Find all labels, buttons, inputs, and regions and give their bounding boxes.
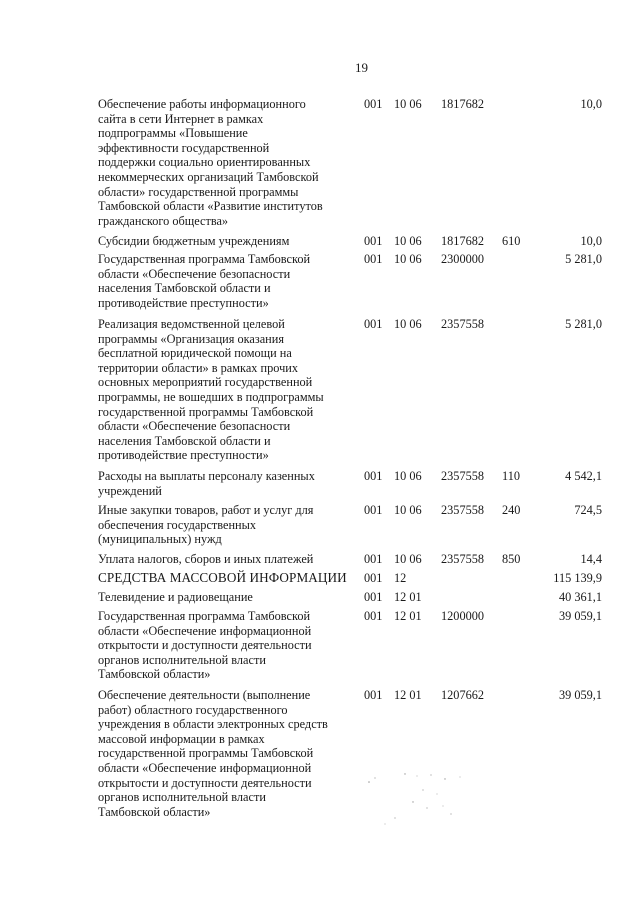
row-name: Иные закупки товаров, работ и услуг для обеспечения государственных (муниципальных) нужд [98, 503, 314, 547]
ved-code: 001 [364, 590, 383, 604]
section-code: 10 06 [394, 503, 422, 517]
section-code: 10 06 [394, 317, 422, 331]
amount: 10,0 [580, 234, 602, 248]
ved-code: 001 [364, 552, 383, 566]
ved-code: 001 [364, 252, 383, 266]
ved-code: 001 [364, 609, 383, 623]
expense-type-code: 110 [502, 469, 520, 483]
section-code: 10 06 [394, 552, 422, 566]
ved-code: 001 [364, 234, 383, 248]
row-name: Субсидии бюджетным учреждениям [98, 234, 290, 248]
amount: 39 059,1 [558, 609, 602, 623]
row-name: Обеспечение деятельности (выполнение работ) областного государственного учреждения в области электронных средств массовой информации в рамках государственной программы Тамбовской области «Обеспечение информационной открытости и доступности деятельности органов исполнительной власти Тамбовской области» [98, 688, 328, 819]
row-name: Расходы на выплаты персоналу казенных учреждений [98, 469, 315, 498]
amount: 40 361,1 [558, 590, 602, 604]
ved-code: 001 [364, 688, 383, 702]
amount: 10,0 [580, 97, 602, 111]
ved-code: 001 [364, 317, 383, 331]
expense-type-code: 850 [502, 552, 521, 566]
amount: 115 139,9 [553, 571, 602, 585]
amount: 4 542,1 [565, 469, 602, 483]
row-name: СРЕДСТВА МАССОВОЙ ИНФОРМАЦИИ [98, 570, 347, 585]
row-name: Государственная программа Тамбовской области «Обеспечение информационной открытости и доступности деятельности органов исполнительной власти Тамбовской области» [98, 609, 312, 682]
amount: 14,4 [580, 552, 602, 566]
scan-smudge [365, 770, 475, 830]
target-article-code: 1817682 [441, 234, 485, 248]
section-code: 12 01 [394, 688, 422, 702]
ved-code: 001 [364, 503, 383, 517]
expense-type-code: 240 [502, 503, 521, 517]
target-article-code: 1200000 [441, 609, 485, 623]
row-name: Реализация ведомственной целевой программы «Организация оказания бесплатной юридической помощи на территории области» в рамках прочих основных мероприятий государственной программы, не вошедших в подпрограммы государственной программы Тамбовской области «Обеспечение безопасности населения Тамбовской области и противодействие преступности» [98, 317, 324, 463]
section-code: 10 06 [394, 252, 422, 266]
amount: 5 281,0 [565, 252, 602, 266]
target-article-code: 2357558 [441, 317, 485, 331]
ved-code: 001 [364, 469, 383, 483]
expense-type-code: 610 [502, 234, 521, 248]
page-number: 19 [355, 60, 368, 75]
amount: 724,5 [574, 503, 602, 517]
section-code: 10 06 [394, 234, 422, 248]
target-article-code: 2300000 [441, 252, 485, 266]
row-name: Уплата налогов, сборов и иных платежей [98, 552, 314, 566]
amount: 39 059,1 [558, 688, 602, 702]
target-article-code: 2357558 [441, 503, 485, 517]
target-article-code: 1207662 [441, 688, 485, 702]
row-name: Телевидение и радиовещание [98, 590, 253, 604]
target-article-code: 1817682 [441, 97, 485, 111]
section-code: 12 01 [394, 590, 422, 604]
ved-code: 001 [364, 571, 383, 585]
section-code: 12 01 [394, 609, 422, 623]
ved-code: 001 [364, 97, 383, 111]
amount: 5 281,0 [565, 317, 602, 331]
row-name: Обеспечение работы информационного сайта в сети Интернет в рамках подпрограммы «Повышение эффективности государственной поддержки социально ориентированных некоммерческих организаций Тамбовской области» государственной программы Тамбовской области «Развитие институтов гражданского общества» [98, 97, 323, 228]
target-article-code: 2357558 [441, 469, 485, 483]
target-article-code: 2357558 [441, 552, 485, 566]
section-code: 10 06 [394, 97, 422, 111]
section-code: 10 06 [394, 469, 422, 483]
row-name: Государственная программа Тамбовской области «Обеспечение безопасности населения Тамбовской области и противодействие преступности» [98, 252, 311, 310]
section-code: 12 [394, 571, 407, 585]
